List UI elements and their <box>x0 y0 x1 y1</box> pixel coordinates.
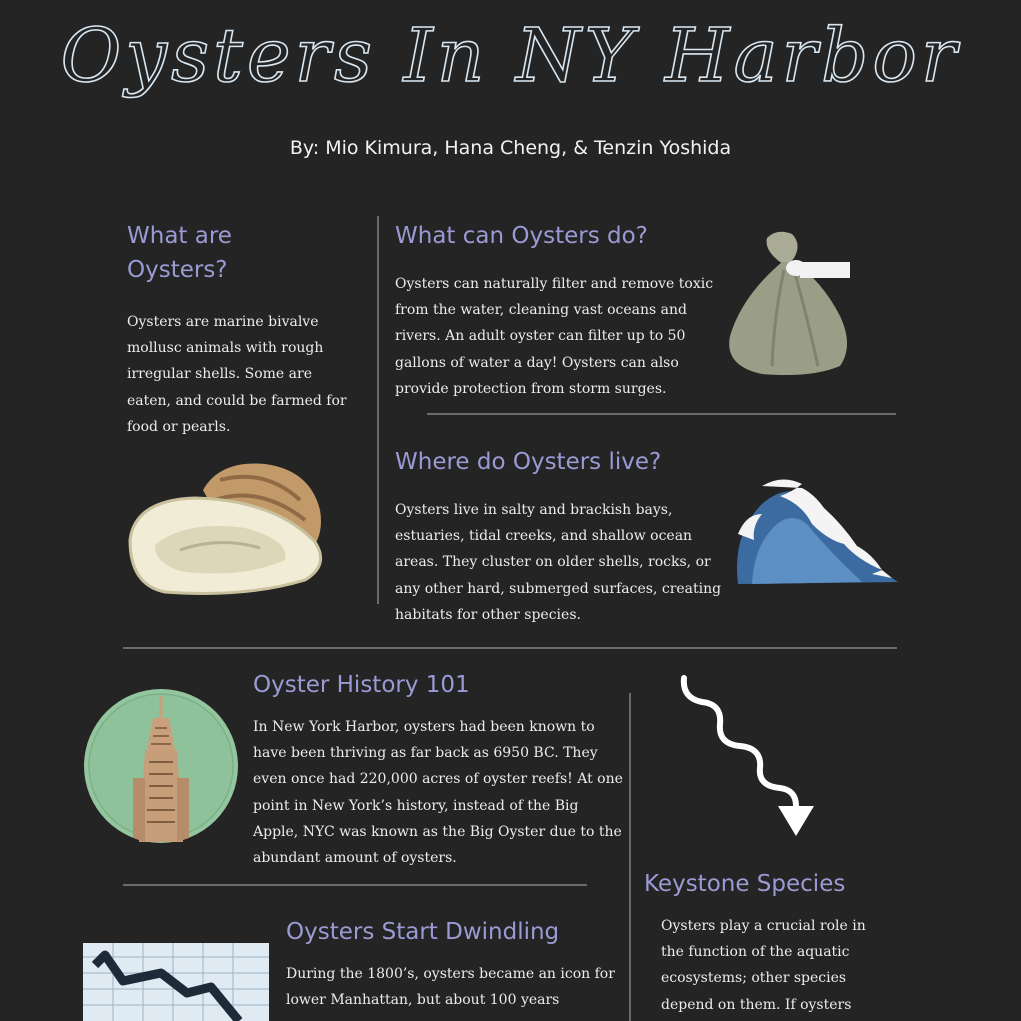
section-body: Oysters are marine bivalve mollusc animals with rough irregular shells. Some are eaten, and could be farmed for food or pearls. <box>127 314 347 435</box>
divider-vertical-top <box>377 216 379 604</box>
section-heading: What can Oysters do? <box>395 223 648 249</box>
oyster-icon <box>125 460 330 600</box>
section-body: Oysters can naturally filter and remove toxic from the water, cleaning vast oceans and rivers. An adult oyster can filter up to 50 gallons of water a day! Oysters can also provide protection from storm surges. <box>395 276 714 397</box>
section-heading: What are Oysters? <box>127 223 232 283</box>
section-what-are-oysters <box>127 219 357 440</box>
trash-bag-icon <box>722 226 852 378</box>
section-body: Oysters live in salty and brackish bays, estuaries, tidal creeks, and shallow ocean areas. They cluster on older shells, rocks, or any other hard, submerged surfaces, creating habitats for other species. <box>395 502 722 623</box>
wave-icon <box>732 474 898 586</box>
section-keystone-species <box>644 867 894 1018</box>
divider-horizontal-lower <box>123 884 587 886</box>
section-what-can-oysters-do <box>395 219 725 402</box>
divider-horizontal-right <box>427 413 896 415</box>
section-body: During the 1800’s, oysters became an icon for lower Manhattan, but about 100 years <box>286 966 615 1009</box>
divider-horizontal-middle <box>123 647 897 649</box>
page-title: Oysters In NY Harbor <box>60 13 961 99</box>
section-heading: Oysters Start Dwindling <box>286 919 560 945</box>
section-heading: Where do Oysters live? <box>395 449 662 475</box>
divider-vertical-bottom <box>629 693 631 1021</box>
chrysler-building-icon <box>83 688 239 844</box>
section-heading: Oyster History 101 <box>253 672 470 698</box>
squiggle-arrow-icon <box>672 668 822 840</box>
section-where-do-oysters-live <box>395 445 725 628</box>
declining-chart-icon <box>83 943 269 1021</box>
section-oysters-dwindling <box>286 915 626 1013</box>
section-body: In New York Harbor, oysters had been known to have been thriving as far back as 6950 BC. They even once had 220,000 acres of oyster reefs! At one point in New York’s history, instead of the Big Apple, NYC was known as the Big Oyster due to the abundant amount of oysters. <box>253 719 623 867</box>
section-body: Oysters play a crucial role in the function of the aquatic ecosystems; other species depend on them. If oysters <box>661 918 866 1013</box>
section-oyster-history <box>253 668 625 871</box>
author-byline: By: Mio Kimura, Hana Cheng, & Tenzin Yoshida <box>289 137 732 159</box>
section-heading: Keystone Species <box>644 871 846 897</box>
